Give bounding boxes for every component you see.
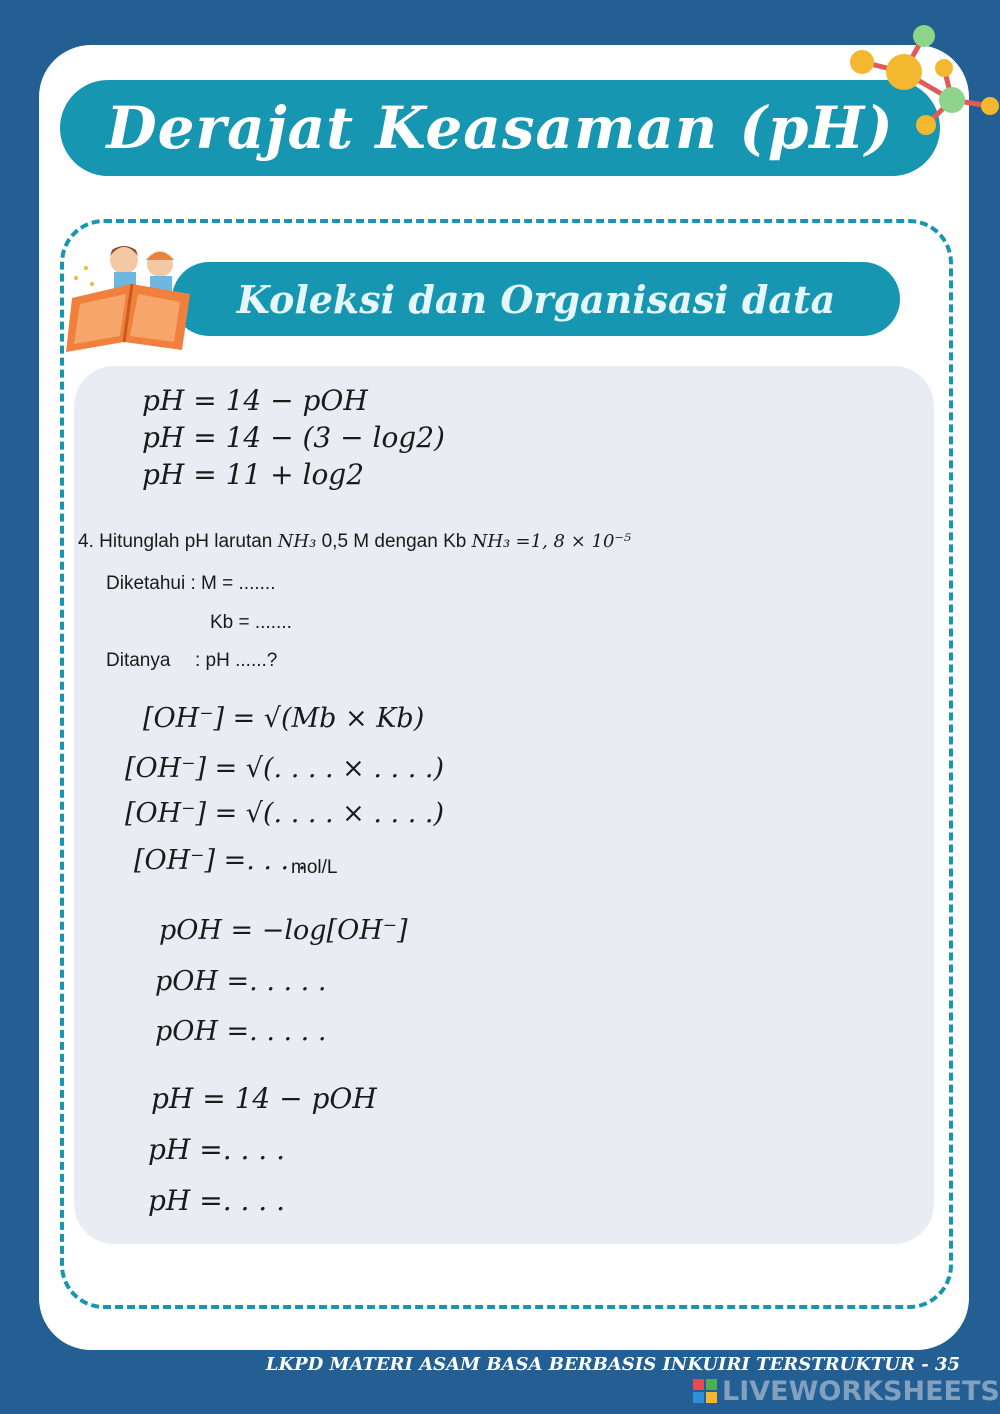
children-reading-book-icon xyxy=(62,238,207,358)
oh-equation: [OH⁻] = √(. . . . × . . . .) xyxy=(125,798,445,829)
poh-equation: pOH = −log[OH⁻] xyxy=(159,915,408,946)
intro-equation: pH = 11 + log2 xyxy=(142,458,365,491)
question-text: Hitunglah pH larutan xyxy=(99,531,273,552)
ph-equation: pH =. . . . xyxy=(148,1184,286,1217)
ph-equation: pH =. . . . xyxy=(148,1133,286,1166)
question-text: 0,5 M dengan Kb xyxy=(321,531,467,552)
liveworksheets-logo-icon xyxy=(692,1378,718,1404)
ph-equation: pH = 14 − pOH xyxy=(151,1082,377,1115)
known-line: Diketahui : M = ....... xyxy=(106,573,276,594)
section-title: Koleksi dan Organisasi data xyxy=(236,276,836,322)
intro-equation: pH = 14 − pOH xyxy=(142,384,368,417)
poh-equation: pOH =. . . . . xyxy=(155,966,327,997)
question-4 xyxy=(78,531,631,553)
oh-equation: [OH⁻] = √(. . . . × . . . .) xyxy=(125,753,445,784)
oh-equation: [OH⁻] =. . . . xyxy=(134,845,307,876)
chemical-formula: NH₃ xyxy=(471,531,511,552)
watermark xyxy=(692,1374,1000,1408)
molecule-icon xyxy=(840,20,1000,140)
poh-equation: pOH =. . . . . xyxy=(155,1016,327,1047)
oh-unit: mol/L xyxy=(291,857,338,878)
asked-value: : pH ......? xyxy=(194,650,278,671)
page-footer: LKPD MATERI ASAM BASA BERBASIS INKUIRI TERSTRUKTUR - 35 xyxy=(265,1354,960,1375)
kb-value: =1, 8 × 10⁻⁵ xyxy=(515,531,632,552)
known-kb-line: Kb = ....... xyxy=(210,612,292,633)
chemical-formula: NH₃ xyxy=(277,531,317,552)
page-title: Derajat Keasaman (pH) xyxy=(106,94,894,162)
title-banner xyxy=(60,80,940,176)
oh-equation: [OH⁻] = √(Mb × Kb) xyxy=(143,703,425,734)
asked-line xyxy=(106,650,277,672)
question-number: 4. xyxy=(78,531,94,552)
watermark-text: LIVEWORKSHEETS xyxy=(722,1375,1000,1407)
intro-equation: pH = 14 − (3 − log2) xyxy=(142,421,445,454)
section-banner xyxy=(172,262,900,336)
asked-label: Ditanya xyxy=(106,650,171,671)
